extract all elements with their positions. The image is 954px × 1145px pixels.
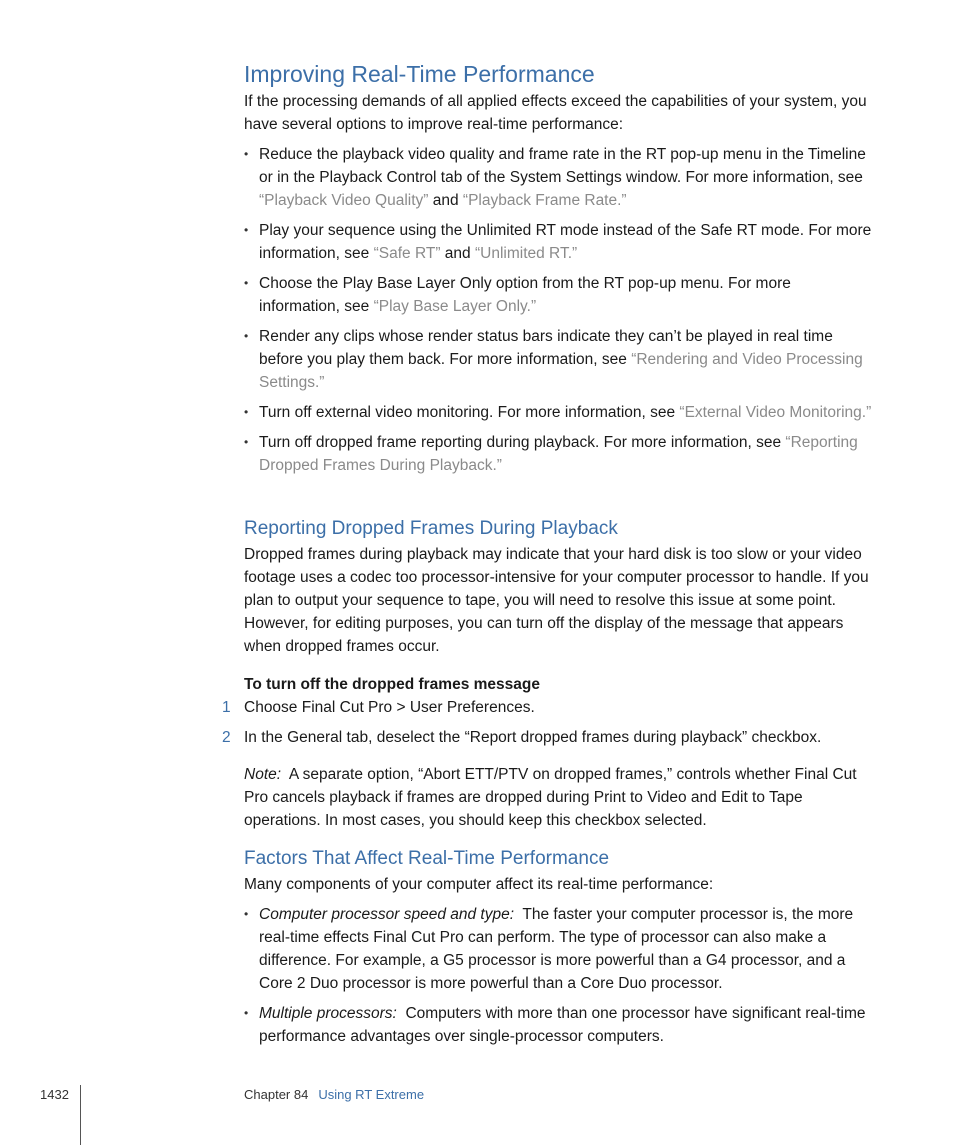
list-item: • Reduce the playback video quality and frame rate in the RT pop-up menu in the Timeline or in the Playback Control tab of the System Settings window. For more information, see “Playback Video Quality” and “Playback Frame Rate.”	[244, 143, 876, 212]
body-paragraph: Dropped frames during playback may indicate that your hard disk is too slow or your video footage uses a codec too processor-intensive for your computer processor to handle. If you plan to output your sequence to tape, you will need to resolve this issue at some point. However, for editing purposes, you can turn off the display of the message that appears when dropped frames occur.	[244, 546, 869, 655]
list-item: • Computer processor speed and type: The faster your computer processor is, the more real-time effects Final Cut Pro can perform. The type of processor can also make a difference. For example, a G5 processor is more powerful than a G4 processor, and a Core 2 Duo processor is more powerful than a Core Duo processor.	[244, 903, 876, 995]
list-item: • Play your sequence using the Unlimited RT mode instead of the Safe RT mode. For more information, see “Safe RT” and “Unlimited RT.”	[244, 219, 876, 265]
list-item: • Multiple processors: Computers with more than one processor have significant real-time performance advantages over single-processor computers.	[244, 1002, 876, 1048]
section2-content	[222, 543, 876, 832]
term-label: Multiple processors:	[259, 1005, 397, 1022]
term-label: Computer processor speed and type:	[259, 906, 515, 923]
cross-reference-link[interactable]: “Playback Video Quality”	[259, 192, 429, 209]
cross-reference-link[interactable]: “Play Base Layer Only.”	[373, 298, 537, 315]
task-heading: To turn off the dropped frames message	[244, 676, 540, 693]
section3-content	[244, 873, 876, 1048]
intro-paragraph: Many components of your computer affect its real-time performance:	[244, 876, 714, 893]
footer-divider	[80, 1085, 81, 1145]
cross-reference-link[interactable]: “Playback Frame Rate.”	[462, 192, 627, 209]
list-item: • Choose the Play Base Layer Only option from the RT pop-up menu. For more information, see “Play Base Layer Only.”	[244, 272, 876, 318]
cross-reference-link[interactable]: “External Video Monitoring.”	[679, 404, 872, 421]
list-item: • Turn off external video monitoring. For more information, see “External Video Monitoring.”	[244, 401, 876, 424]
step-item: 1 Choose Final Cut Pro > User Preferences.	[244, 696, 876, 719]
note-paragraph: Note: A separate option, “Abort ETT/PTV on dropped frames,” controls whether Final Cut Pro cancels playback if frames are dropped during Print to Video and Edit to Tape operations. In most cases, you should keep this checkbox selected.	[244, 766, 857, 829]
section-title: Improving Real-Time Performance	[244, 61, 595, 87]
options-list	[244, 143, 876, 477]
cross-reference-link[interactable]: “Safe RT”	[373, 245, 441, 262]
chapter-title-link[interactable]: Using RT Extreme	[318, 1087, 425, 1102]
step-number: 2	[222, 729, 231, 746]
chapter-label: Chapter 84	[244, 1087, 309, 1102]
cross-reference-link[interactable]: “Rendering and Video Processing Settings.”	[259, 351, 863, 391]
list-item: • Render any clips whose render status bars indicate they can’t be played in real time before you play them back. For more information, see “Rendering and Video Processing Settings.”	[244, 325, 876, 394]
step-number: 1	[222, 699, 231, 716]
footer-chapter	[244, 1087, 424, 1102]
subsection-title: Reporting Dropped Frames During Playback	[244, 518, 618, 539]
section1-content	[244, 90, 876, 477]
factors-list	[244, 903, 876, 1048]
cross-reference-link[interactable]: “Unlimited RT.”	[474, 245, 578, 262]
subsection-title: Factors That Affect Real-Time Performance	[244, 848, 610, 869]
page-number: 1432	[40, 1087, 69, 1102]
cross-reference-link[interactable]: “Reporting Dropped Frames During Playback.”	[259, 434, 858, 474]
intro-paragraph: If the processing demands of all applied effects exceed the capabilities of your system, you have several options to improve real-time performance:	[244, 93, 867, 133]
note-label: Note:	[244, 766, 282, 783]
list-item: • Turn off dropped frame reporting during playback. For more information, see “Reporting Dropped Frames During Playback.”	[244, 431, 876, 477]
step-item: 2 In the General tab, deselect the “Report dropped frames during playback” checkbox.	[244, 726, 876, 749]
